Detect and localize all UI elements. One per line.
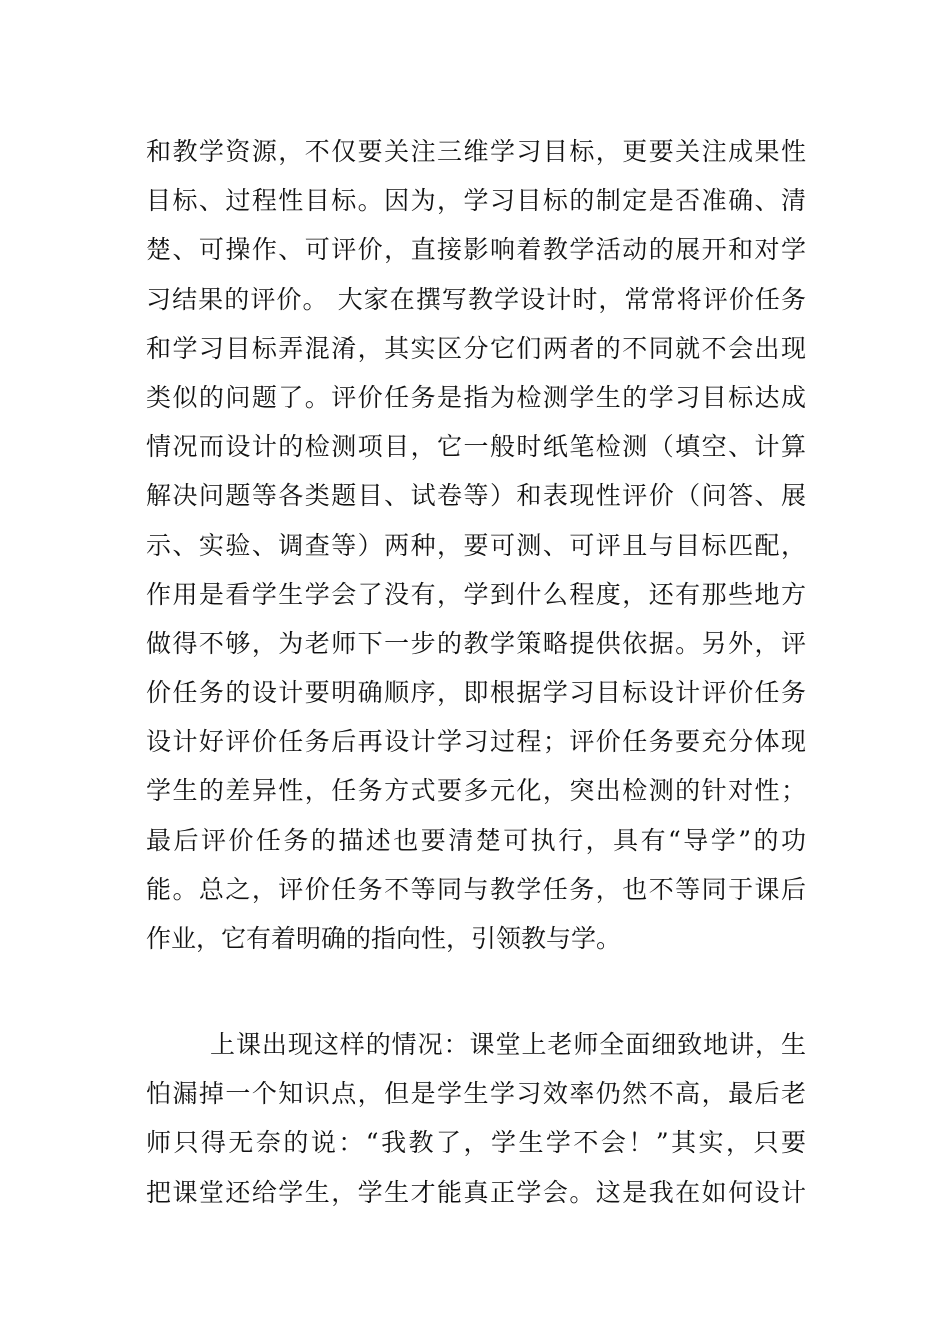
paragraph-1-line: 楚、可操作、可评价，直接影响着教学活动的展开和对学: [146, 235, 806, 265]
paragraph-1-line: 习结果的评价。 大家在撰写教学设计时，常常将评价任务: [146, 284, 806, 314]
paragraph-1-line: 学生的差异性，任务方式要多元化，突出检测的针对性；: [146, 776, 806, 806]
paragraph-1-line: 目标、过程性目标。因为，学习目标的制定是否准确、清: [146, 186, 806, 216]
paragraph-2-line: 把课堂还给学生，学生才能真正学会。这是我在如何设计: [146, 1177, 806, 1207]
paragraph-1-line: 示、实验、调查等）两种，要可测、可评且与目标匹配，: [146, 530, 806, 560]
paragraph-1-line: 作业，它有着明确的指向性，引领教与学。: [146, 924, 622, 953]
paragraph-1-line: 类似的问题了。评价任务是指为检测学生的学习目标达成: [146, 382, 806, 412]
paragraph-2-line: 怕漏掉一个知识点，但是学生学习效率仍然不高，最后老: [146, 1079, 806, 1109]
paragraph-2: [146, 1020, 806, 1217]
paragraph-1: [146, 127, 806, 963]
paragraph-2-line: 上课出现这样的情况：课堂上老师全面细致地讲，生: [210, 1030, 806, 1059]
paragraph-1-line: 情况而设计的检测项目，它一般时纸笔检测（填空、计算: [146, 432, 806, 462]
paragraph-1-line: 解决问题等各类题目、试卷等）和表现性评价（问答、展: [146, 481, 806, 511]
paragraph-2-line: 师只得无奈的说：“我教了，学生学不会！”其实，只要: [146, 1128, 806, 1158]
paragraph-1-line: 和学习目标弄混淆，其实区分它们两者的不同就不会出现: [146, 333, 806, 363]
paragraph-1-line: 做得不够，为老师下一步的教学策略提供依据。另外，评: [146, 628, 806, 658]
paragraph-1-line: 和教学资源，不仅要关注三维学习目标，更要关注成果性: [146, 137, 806, 166]
paragraph-1-line: 设计好评价任务后再设计学习过程；评价任务要充分体现: [146, 727, 806, 757]
paragraph-1-line: 能。总之，评价任务不等同与教学任务，也不等同于课后: [146, 874, 806, 904]
paragraph-1-line: 最后评价任务的描述也要清楚可执行，具有“导学”的功: [146, 825, 806, 855]
paragraph-1-line: 作用是看学生学会了没有，学到什么程度，还有那些地方: [146, 579, 806, 609]
paragraph-1-line: 价任务的设计要明确顺序，即根据学习目标设计评价任务: [146, 678, 806, 708]
